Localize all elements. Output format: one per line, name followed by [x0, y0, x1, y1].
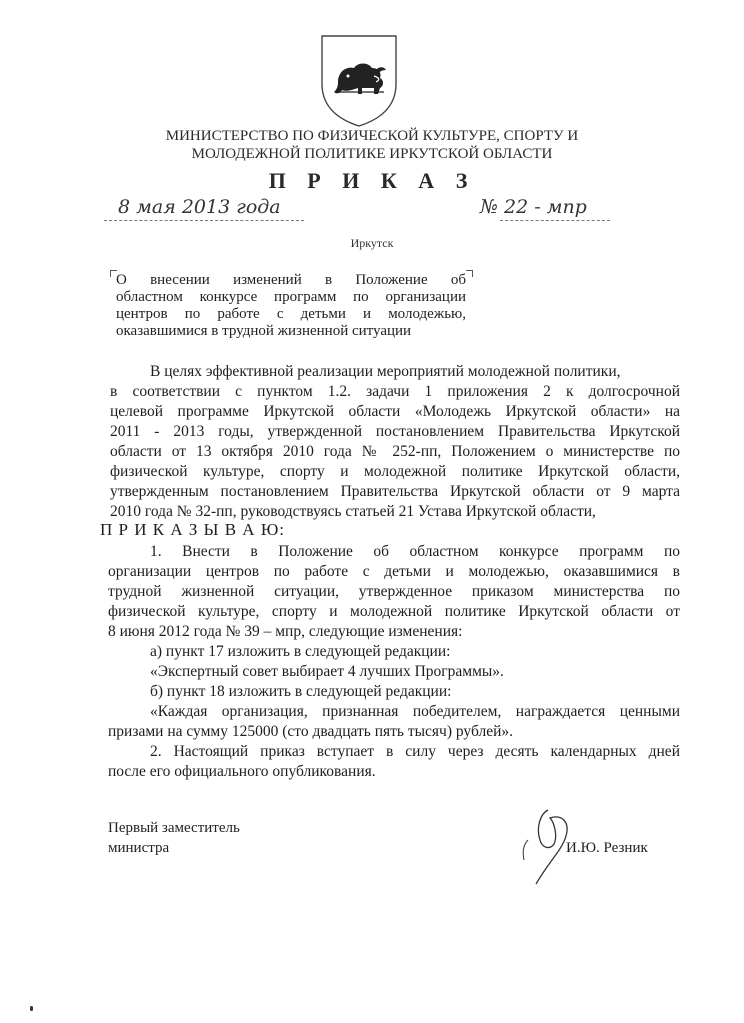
signatory-title-line2: министра — [108, 840, 170, 856]
body-line: физической культуре, спорту и молодежной политике Иркутской области от — [108, 603, 680, 620]
body-line: В целях эффективной реализации мероприятий молодежной политики, — [150, 363, 621, 380]
ministry-name-line2: МОЛОДЕЖНОЙ ПОЛИТИКЕ ИРКУТСКОЙ ОБЛАСТИ — [191, 146, 553, 162]
subject-line: центров по работе с детьми и молодежью, — [116, 306, 466, 322]
document-type-title: П Р И К А З — [268, 168, 476, 193]
body-line: физической культуре, спорту и молодежной политике Иркутской области, — [110, 463, 680, 480]
subject-block — [116, 272, 466, 340]
body-line: 1. Внести в Положение об областном конкурсе программ по — [150, 543, 680, 560]
body-line: «Экспертный совет выбирает 4 лучших Программы». — [150, 663, 504, 680]
body-line: целевой программе Иркутской области «Молодежь Иркутской области» на — [110, 403, 680, 420]
body-line: 2. Настоящий приказ вступает в силу через десять календарных дней — [150, 743, 680, 760]
body-line: после его официального опубликования. — [108, 763, 376, 780]
scan-speck — [30, 1006, 33, 1011]
subject-bracket-right — [466, 270, 473, 277]
body-line: а) пункт 17 изложить в следующей редакции: — [150, 643, 451, 660]
body-line: в соответствии с пунктом 1.2. задачи 1 приложения 2 к долгосрочной — [110, 383, 680, 400]
body-line: утвержденным постановлением Правительства Иркутской области от 9 марта — [110, 483, 680, 500]
number-underline — [500, 220, 610, 221]
subject-line: областном конкурсе программ по организации — [116, 289, 466, 305]
body-line: б) пункт 18 изложить в следующей редакции: — [150, 683, 452, 700]
handwritten-number: № 22 - мпр — [480, 196, 587, 218]
body-line: трудной жизненной ситуации, утвержденное приказом министерства по — [108, 583, 680, 600]
city-name: Иркутск — [350, 236, 394, 250]
body-line: призами на сумму 125000 (сто двадцать пять тысяч) рублей». — [108, 723, 513, 740]
coat-of-arms-emblem — [318, 32, 400, 128]
handwritten-date: 8 мая 2013 года — [118, 196, 281, 218]
order-directive: П Р И К А З Ы В А Ю: — [100, 520, 286, 539]
ministry-name-line1: МИНИСТЕРСТВО ПО ФИЗИЧЕСКОЙ КУЛЬТУРЕ, СПОРТУ И — [165, 128, 579, 144]
body-line: области от 13 октября 2010 года № 252-пп, Положением о министерстве по — [110, 443, 680, 460]
subject-line: О внесении изменений в Положение об — [116, 272, 466, 288]
body-line: «Каждая организация, признанная победителем, награждается ценными — [150, 703, 680, 720]
body-line: 2011 - 2013 годы, утвержденной постановлением Правительства Иркутской — [110, 423, 680, 440]
body-line: 8 июня 2012 года № 39 – мпр, следующие изменения: — [108, 623, 463, 640]
body-line: 2010 года № 32-пп, руководствуясь статьей 21 Устава Иркутской области, — [110, 503, 596, 520]
date-underline — [104, 220, 304, 221]
subject-line: оказавшимися в трудной жизненной ситуации — [116, 323, 412, 339]
body-line: организации центров по работе с детьми и молодежью, оказавшимися в — [108, 563, 680, 580]
signatory-title-line1: Первый заместитель — [108, 820, 240, 836]
signatory-name: И.Ю. Резник — [566, 840, 648, 856]
